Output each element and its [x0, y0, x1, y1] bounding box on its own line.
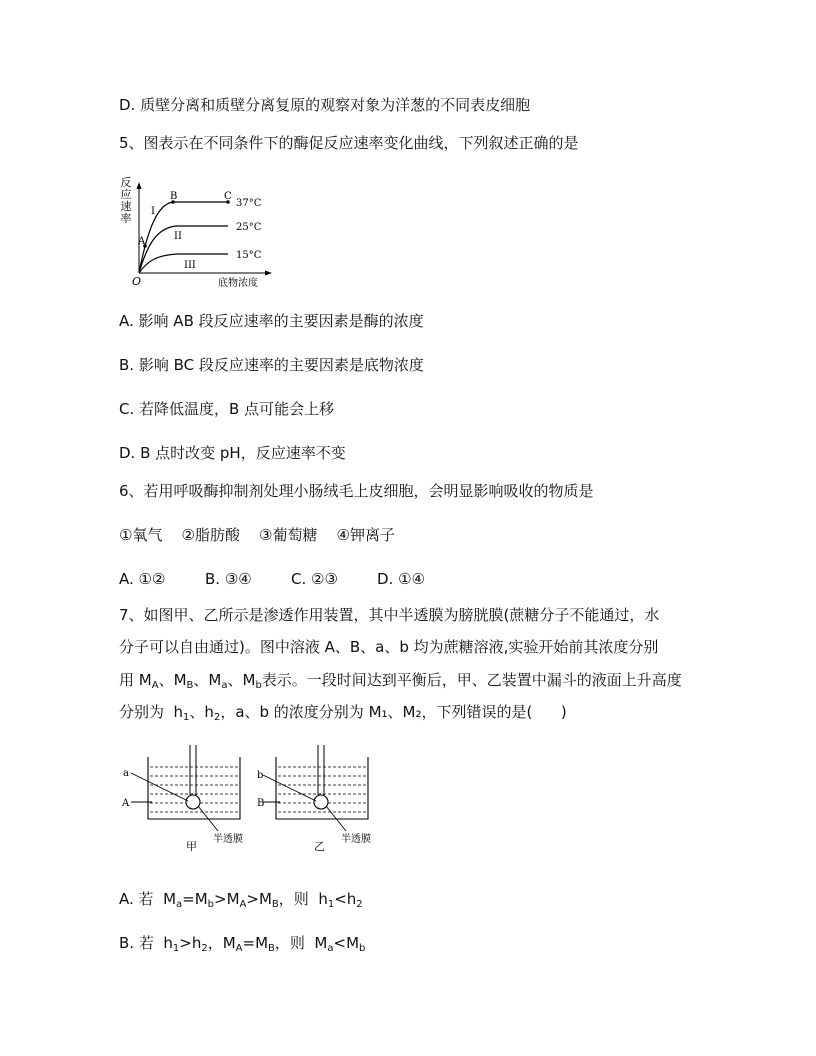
apparatus-jia	[121, 745, 243, 853]
membrane-label-jia: 半透膜	[213, 834, 243, 845]
q6-choice-c: C. ②③	[291, 570, 338, 588]
q6-choice-d: D. ①④	[377, 570, 425, 588]
q7-stem-line-1: 7、如图甲、乙所示是渗透作用装置，其中半透膜为膀胱膜(蔗糖分子不能通过，水	[119, 606, 660, 624]
apparatus-yi	[257, 745, 371, 853]
q6-items: ①氧气 ②脂肪酸 ③葡萄糖 ④钾离子	[119, 526, 396, 544]
point-c-label: C	[224, 191, 232, 202]
origin-label: O	[132, 275, 142, 288]
q7-option-a: A. 若 $M_a=M_b>M_A>M_B$，则 $h_1<h_2$	[119, 890, 363, 910]
q6-choice-a: A. ①②	[119, 570, 166, 588]
label-upper-a: A	[122, 798, 130, 809]
q4-option-d: D. 质壁分离和质壁分离复原的观察对象为洋葱的不同表皮细胞	[119, 96, 531, 114]
q6-choice-b: B. ③④	[205, 570, 252, 588]
curve-label-ii: II	[174, 231, 182, 242]
q7-stem-line-4: 分别为 $h_1$、$h_2$，a、b 的浓度分别为 M₁、M₂，下列错误的是( )	[119, 703, 567, 723]
membrane-label-yi: 半透膜	[341, 834, 371, 845]
temp-25: 25°C	[236, 222, 262, 233]
ylabel-char: 反	[120, 176, 132, 189]
caption-yi: 乙	[314, 840, 325, 853]
enzyme-rate-figure	[118, 172, 278, 290]
q6-choices	[119, 569, 425, 589]
temp-15: 15°C	[236, 250, 262, 261]
osmosis-figure	[118, 745, 388, 860]
ylabel-char: 率	[120, 212, 132, 225]
q5-option-b: B. 影响 BC 段反应速率的主要因素是底物浓度	[119, 356, 424, 374]
point-a-label: A	[138, 236, 146, 247]
y-axis-arrow	[137, 182, 142, 189]
enzyme-rate-chart	[118, 172, 278, 290]
q7-option-b: B. 若 $h_1>h_2$，$M_A=M_B$，则 $M_a<M_b$	[119, 934, 366, 954]
q5-option-c: C. 若降低温度，B 点可能会上移	[119, 400, 335, 418]
q7-stem-line-2: 分子可以自由通过)。图中溶液 A、B、a、b 均为蔗糖溶液,实验开始前其浓度分别	[119, 638, 659, 656]
temp-37: 37°C	[236, 198, 262, 209]
curve-label-iii: III	[184, 260, 196, 271]
ylabel-char: 应	[120, 188, 132, 201]
label-a: a	[123, 768, 129, 779]
q5-option-a: A. 影响 AB 段反应速率的主要因素是酶的浓度	[119, 312, 424, 330]
point-b-label: B	[170, 191, 178, 202]
label-upper-b: B	[257, 798, 265, 809]
ylabel-char: 速	[120, 200, 132, 213]
caption-jia: 甲	[186, 840, 197, 853]
q7-stem-line-3: 用 $M_A$、$M_B$、$M_a$、$M_b$表示。一段时间达到平衡后，甲、乙装置中漏斗的液面上升高度	[119, 671, 682, 691]
x-axis-arrow	[265, 271, 272, 276]
xlabel: 底物浓度	[218, 278, 258, 289]
osmosis-apparatus	[118, 745, 388, 860]
curve-label-i: I	[151, 206, 155, 217]
q6-stem: 6、若用呼吸酶抑制剂处理小肠绒毛上皮细胞，会明显影响吸收的物质是	[119, 482, 594, 500]
q5-option-d: D. B 点时改变 pH，反应速率不变	[119, 444, 346, 462]
label-b: b	[257, 770, 264, 781]
q5-stem: 5、图表示在不同条件下的酶促反应速率变化曲线，下列叙述正确的是	[119, 134, 579, 152]
